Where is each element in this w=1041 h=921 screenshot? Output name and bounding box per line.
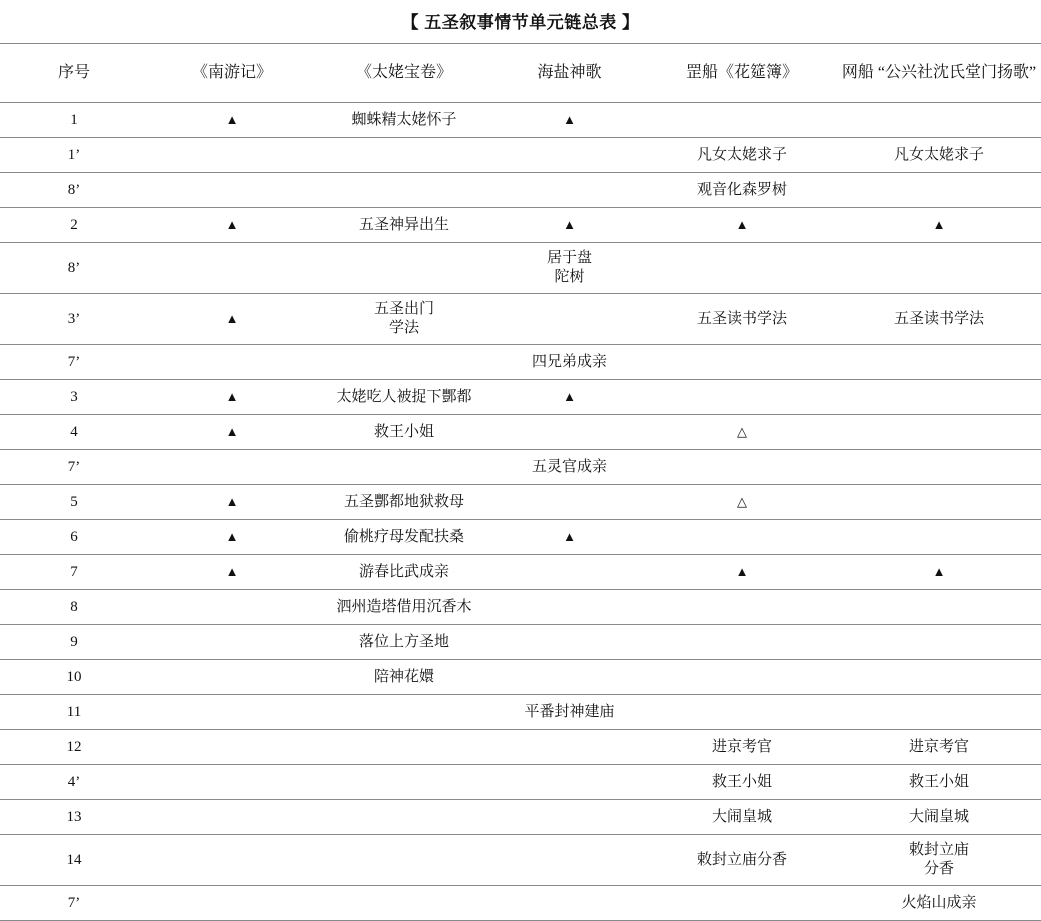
cell-wangchuan xyxy=(837,590,1041,625)
cell-seq: 3’ xyxy=(0,294,148,345)
filled-triangle-icon: ▲ xyxy=(932,563,946,579)
cell-taimubaojuan: 落位上方圣地 xyxy=(316,625,492,660)
column-header-haiyanshenge: 海盐神歌 xyxy=(492,44,647,103)
filled-triangle-icon: ▲ xyxy=(563,111,576,127)
table-row xyxy=(0,380,1041,415)
table-row xyxy=(0,660,1041,695)
cell-nanyouji xyxy=(148,103,316,138)
cell-wangchuan xyxy=(837,660,1041,695)
table-row xyxy=(0,208,1041,243)
table-row xyxy=(0,345,1041,380)
cell-wangchuan: 大闹皇城 xyxy=(837,800,1041,835)
cell-seq: 6 xyxy=(0,520,148,555)
filled-triangle-icon: ▲ xyxy=(225,563,239,579)
cell-haiyanshenge xyxy=(492,660,647,695)
cell-seq: 13 xyxy=(0,800,148,835)
cell-haiyanshenge xyxy=(492,625,647,660)
table-row xyxy=(0,555,1041,590)
cell-wangchuan: 五圣读书学法 xyxy=(837,294,1041,345)
table-row xyxy=(0,415,1041,450)
cell-gangchuan: 救王小姐 xyxy=(647,765,837,800)
cell-gangchuan xyxy=(647,886,837,921)
cell-taimubaojuan: 蜘蛛精太姥怀子 xyxy=(316,103,492,138)
cell-haiyanshenge: 平番封神建庙 xyxy=(492,695,647,730)
cell-gangchuan xyxy=(647,625,837,660)
cell-taimubaojuan: 五圣酆都地狱救母 xyxy=(316,485,492,520)
cell-wangchuan xyxy=(837,243,1041,294)
cell-taimubaojuan: 五圣神异出生 xyxy=(316,208,492,243)
cell-taimubaojuan: 陪神花嬛 xyxy=(316,660,492,695)
cell-gangchuan xyxy=(647,345,837,380)
filled-triangle-icon: ▲ xyxy=(563,388,576,404)
cell-nanyouji xyxy=(148,138,316,173)
page-title: 【 五圣叙事情节单元链总表 】 xyxy=(401,13,640,32)
cell-wangchuan xyxy=(837,173,1041,208)
cell-nanyouji xyxy=(148,660,316,695)
cell-gangchuan: 大闹皇城 xyxy=(647,800,837,835)
cell-gangchuan: 凡女太姥求子 xyxy=(647,138,837,173)
cell-nanyouji xyxy=(148,625,316,660)
cell-gangchuan xyxy=(647,520,837,555)
cell-gangchuan xyxy=(647,485,837,520)
cell-seq: 5 xyxy=(0,485,148,520)
cell-wangchuan xyxy=(837,380,1041,415)
cell-gangchuan: 敕封立庙分香 xyxy=(647,835,837,886)
filled-triangle-icon: ▲ xyxy=(225,388,239,404)
table-row xyxy=(0,730,1041,765)
cell-nanyouji xyxy=(148,450,316,485)
cell-seq: 8’ xyxy=(0,173,148,208)
cell-nanyouji xyxy=(148,695,316,730)
cell-haiyanshenge xyxy=(492,103,647,138)
cell-haiyanshenge xyxy=(492,294,647,345)
cell-haiyanshenge xyxy=(492,208,647,243)
cell-gangchuan: 进京考官 xyxy=(647,730,837,765)
cell-gangchuan xyxy=(647,208,837,243)
cell-wangchuan: 救王小姐 xyxy=(837,765,1041,800)
cell-taimubaojuan xyxy=(316,835,492,886)
cell-nanyouji xyxy=(148,243,316,294)
cell-haiyanshenge: 四兄弟成亲 xyxy=(492,345,647,380)
cell-haiyanshenge xyxy=(492,138,647,173)
table-row xyxy=(0,485,1041,520)
cell-haiyanshenge xyxy=(492,555,647,590)
cell-nanyouji xyxy=(148,208,316,243)
column-header-seq: 序号 xyxy=(0,44,148,103)
table-row xyxy=(0,294,1041,345)
filled-triangle-icon: ▲ xyxy=(225,528,239,544)
cell-wangchuan: 凡女太姥求子 xyxy=(837,138,1041,173)
cell-wangchuan: 敕封立庙 分香 xyxy=(837,835,1041,886)
cell-nanyouji xyxy=(148,294,316,345)
cell-seq: 4’ xyxy=(0,765,148,800)
cell-taimubaojuan xyxy=(316,345,492,380)
table-row xyxy=(0,590,1041,625)
filled-triangle-icon: ▲ xyxy=(225,493,239,509)
cell-haiyanshenge xyxy=(492,520,647,555)
cell-seq: 11 xyxy=(0,695,148,730)
table-row xyxy=(0,800,1041,835)
filled-triangle-icon: ▲ xyxy=(225,111,239,127)
cell-seq: 2 xyxy=(0,208,148,243)
table-header-row xyxy=(0,44,1041,103)
cell-nanyouji xyxy=(148,835,316,886)
table-row xyxy=(0,520,1041,555)
cell-seq: 12 xyxy=(0,730,148,765)
cell-nanyouji xyxy=(148,485,316,520)
cell-seq: 3 xyxy=(0,380,148,415)
cell-haiyanshenge xyxy=(492,415,647,450)
cell-taimubaojuan: 泗州造塔借用沉香木 xyxy=(316,590,492,625)
cell-seq: 10 xyxy=(0,660,148,695)
cell-gangchuan xyxy=(647,450,837,485)
cell-taimubaojuan xyxy=(316,695,492,730)
cell-taimubaojuan xyxy=(316,138,492,173)
cell-gangchuan xyxy=(647,380,837,415)
column-header-taimubaojuan: 《太姥宝卷》 xyxy=(316,44,492,103)
cell-haiyanshenge xyxy=(492,730,647,765)
cell-taimubaojuan xyxy=(316,886,492,921)
cell-wangchuan xyxy=(837,485,1041,520)
cell-nanyouji xyxy=(148,415,316,450)
table-row xyxy=(0,695,1041,730)
cell-wangchuan xyxy=(837,103,1041,138)
cell-gangchuan xyxy=(647,243,837,294)
column-header-wangchuan: 网船 “公兴社沈氏堂门扬歌” xyxy=(837,44,1041,103)
table-row xyxy=(0,103,1041,138)
cell-gangchuan xyxy=(647,555,837,590)
cell-wangchuan xyxy=(837,625,1041,660)
table-row xyxy=(0,765,1041,800)
cell-seq: 7 xyxy=(0,555,148,590)
cell-gangchuan xyxy=(647,103,837,138)
filled-triangle-icon: ▲ xyxy=(932,216,946,232)
column-header-nanyouji: 《南游记》 xyxy=(148,44,316,103)
cell-gangchuan: 观音化森罗树 xyxy=(647,173,837,208)
cell-seq: 9 xyxy=(0,625,148,660)
cell-haiyanshenge xyxy=(492,173,647,208)
cell-seq: 7’ xyxy=(0,886,148,921)
cell-wangchuan: 火焰山成亲 xyxy=(837,886,1041,921)
cell-seq: 8’ xyxy=(0,243,148,294)
cell-haiyanshenge xyxy=(492,590,647,625)
table-row xyxy=(0,886,1041,921)
cell-haiyanshenge xyxy=(492,835,647,886)
cell-haiyanshenge xyxy=(492,485,647,520)
cell-seq: 4 xyxy=(0,415,148,450)
cell-gangchuan xyxy=(647,590,837,625)
cell-gangchuan xyxy=(647,415,837,450)
cell-nanyouji xyxy=(148,800,316,835)
cell-taimubaojuan: 偷桃疗母发配扶桑 xyxy=(316,520,492,555)
cell-nanyouji xyxy=(148,590,316,625)
cell-wangchuan xyxy=(837,345,1041,380)
cell-seq: 14 xyxy=(0,835,148,886)
cell-taimubaojuan xyxy=(316,243,492,294)
cell-haiyanshenge: 五灵官成亲 xyxy=(492,450,647,485)
table-row xyxy=(0,450,1041,485)
cell-nanyouji xyxy=(148,730,316,765)
cell-taimubaojuan: 太姥吃人被捉下酆都 xyxy=(316,380,492,415)
table-row xyxy=(0,243,1041,294)
cell-seq: 7’ xyxy=(0,450,148,485)
cell-taimubaojuan xyxy=(316,800,492,835)
cell-nanyouji xyxy=(148,520,316,555)
cell-wangchuan xyxy=(837,208,1041,243)
cell-seq: 1’ xyxy=(0,138,148,173)
cell-wangchuan xyxy=(837,450,1041,485)
column-header-gangchuan: 罡船《花筵簿》 xyxy=(647,44,837,103)
cell-seq: 8 xyxy=(0,590,148,625)
cell-gangchuan: 五圣读书学法 xyxy=(647,294,837,345)
filled-triangle-icon: ▲ xyxy=(735,216,749,232)
table-row xyxy=(0,625,1041,660)
table-row xyxy=(0,835,1041,886)
cell-nanyouji xyxy=(148,555,316,590)
cell-wangchuan xyxy=(837,520,1041,555)
filled-triangle-icon: ▲ xyxy=(225,310,239,326)
cell-taimubaojuan: 游春比武成亲 xyxy=(316,555,492,590)
cell-haiyanshenge xyxy=(492,800,647,835)
cell-taimubaojuan xyxy=(316,173,492,208)
cell-taimubaojuan xyxy=(316,450,492,485)
hollow-triangle-icon: △ xyxy=(737,423,747,439)
table-row xyxy=(0,138,1041,173)
cell-seq: 7’ xyxy=(0,345,148,380)
cell-haiyanshenge: 居于盘 陀树 xyxy=(492,243,647,294)
hollow-triangle-icon: △ xyxy=(737,493,747,509)
cell-nanyouji xyxy=(148,765,316,800)
cell-nanyouji xyxy=(148,380,316,415)
narrative-unit-chain-table xyxy=(0,43,1041,921)
filled-triangle-icon: ▲ xyxy=(735,563,749,579)
cell-wangchuan xyxy=(837,415,1041,450)
cell-wangchuan: 进京考官 xyxy=(837,730,1041,765)
filled-triangle-icon: ▲ xyxy=(563,216,576,232)
cell-gangchuan xyxy=(647,695,837,730)
cell-haiyanshenge xyxy=(492,380,647,415)
cell-nanyouji xyxy=(148,173,316,208)
cell-nanyouji xyxy=(148,345,316,380)
filled-triangle-icon: ▲ xyxy=(563,528,576,544)
filled-triangle-icon: ▲ xyxy=(225,423,239,439)
cell-taimubaojuan: 五圣出门 学法 xyxy=(316,294,492,345)
cell-wangchuan xyxy=(837,555,1041,590)
cell-taimubaojuan: 救王小姐 xyxy=(316,415,492,450)
cell-haiyanshenge xyxy=(492,886,647,921)
cell-gangchuan xyxy=(647,660,837,695)
table-body xyxy=(0,103,1041,921)
cell-wangchuan xyxy=(837,695,1041,730)
filled-triangle-icon: ▲ xyxy=(225,216,239,232)
cell-taimubaojuan xyxy=(316,765,492,800)
cell-seq: 1 xyxy=(0,103,148,138)
cell-haiyanshenge xyxy=(492,765,647,800)
cell-nanyouji xyxy=(148,886,316,921)
cell-taimubaojuan xyxy=(316,730,492,765)
table-row xyxy=(0,173,1041,208)
